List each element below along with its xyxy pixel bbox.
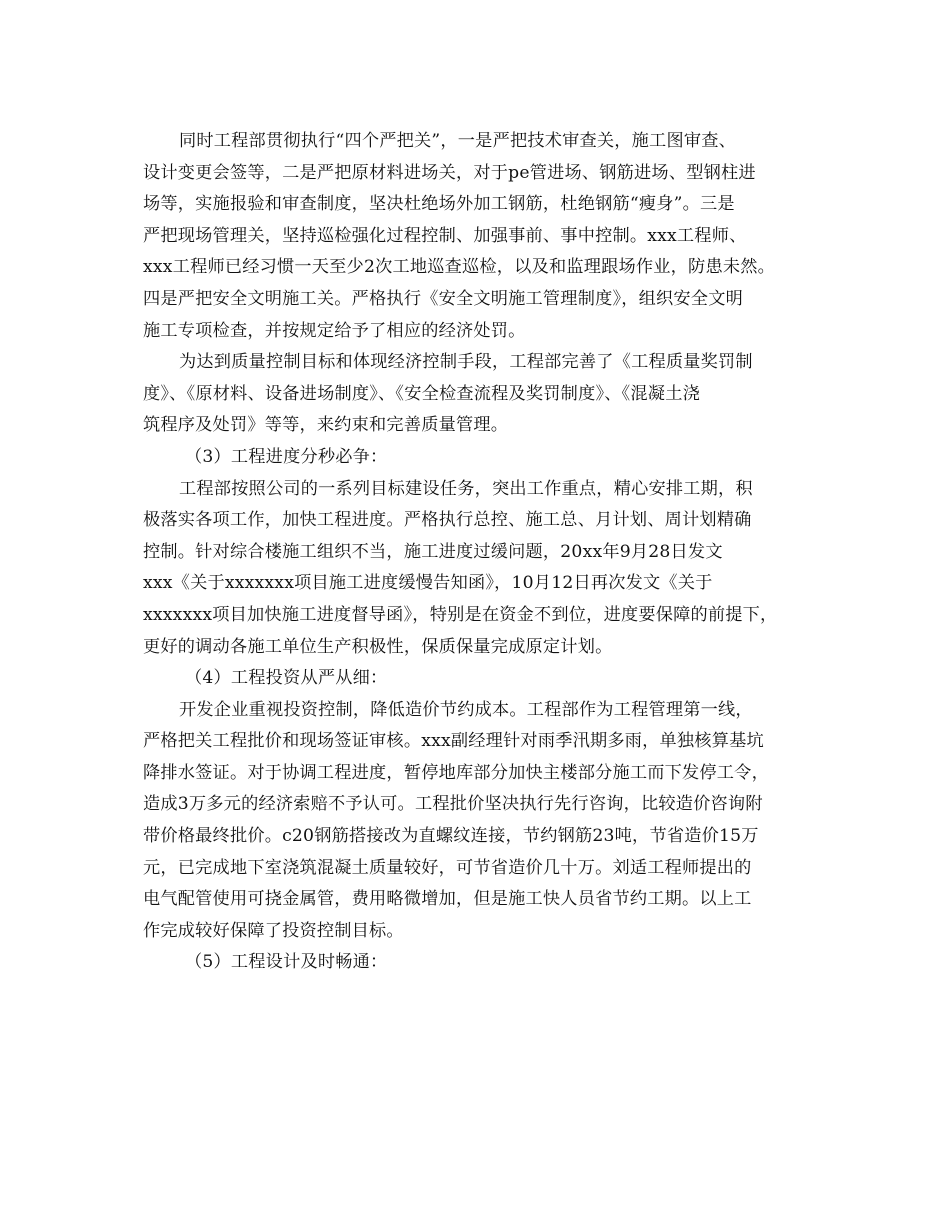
paragraph-line: 元，已完成地下室浇筑混凝土质量较好，可节省造价几十万。刘适工程师提出的 — [143, 857, 752, 878]
paragraph-line: 造成3万多元的经济索赔不予认可。工程批价坚决执行先行咨询，比较造价咨询附 — [143, 794, 763, 815]
paragraph-line: xxxxxxx项目加快施工进度督导函》，特别是在资金不到位，进度要保障的前提下， — [143, 604, 778, 625]
paragraph-line: 筑程序及处罚》等等，来约束和完善质量管理。 — [143, 415, 509, 436]
paragraph-line: 更好的调动各施工单位生产积极性，保质保量完成原定计划。 — [143, 636, 613, 657]
section-heading: （3）工程进度分秒必争： — [185, 446, 388, 467]
paragraph-line: 施工专项检查，并按规定给予了相应的经济处罚。 — [143, 320, 526, 341]
paragraph-line: 设计变更会签等，二是严把原材料进场关，对于pe管进场、钢筋进场、型钢柱进 — [143, 162, 756, 183]
paragraph-line: 降排水签证。对于协调工程进度，暂停地库部分加快主楼部分施工而下发停工令， — [143, 762, 769, 783]
paragraph-line: 严把现场管理关，坚持巡检强化过程控制、加强事前、事中控制。xxx工程师、 — [143, 225, 747, 246]
paragraph-line: 工程部按照公司的一系列目标建设任务，突出工作重点，精心安排工期，积 — [179, 478, 753, 499]
paragraph-line: 电气配管使用可挠金属管，费用略微增加，但是施工快人员省节约工期。以上工 — [143, 889, 752, 910]
paragraph-line: 开发企业重视投资控制，降低造价节约成本。工程部作为工程管理第一线， — [179, 699, 753, 720]
paragraph-line: 极落实各项工作，加快工程进度。严格执行总控、施工总、月计划、周计划精确 — [143, 510, 752, 531]
paragraph-line: xxx《关于xxxxxxx项目施工进度缓慢告知函》，10月12日再次发文《关于 — [143, 573, 713, 594]
paragraph-line: 为达到质量控制目标和体现经济控制手段，工程部完善了《工程质量奖罚制 — [179, 352, 753, 373]
paragraph-line: 带价格最终批价。c20钢筋搭接改为直螺纹连接，节约钢筋23吨，节省造价15万 — [143, 826, 759, 847]
paragraph-line: 度》、《原材料、设备进场制度》、《安全检查流程及奖罚制度》、《混凝土浇 — [143, 383, 700, 404]
paragraph-line: 严格把关工程批价和现场签证审核。xxx副经理针对雨季汛期多雨，单独核算基坑 — [143, 731, 764, 752]
paragraph-line: xxx工程师已经习惯一天至少2次工地巡查巡检，以及和监理跟场作业，防患未然。 — [143, 257, 775, 278]
paragraph-line: 同时工程部贯彻执行“四个严把关”，一是严把技术审查关，施工图审查、 — [179, 131, 736, 151]
paragraph-line: 场等，实施报验和审查制度，坚决杜绝场外加工钢筋，杜绝钢筋“瘦身”。三是 — [143, 194, 735, 215]
body-text — [143, 126, 820, 979]
paragraph-line: 作完成较好保障了投资控制目标。 — [143, 920, 404, 941]
section-heading: （4）工程投资从严从细： — [185, 668, 388, 689]
paragraph-line: 四是严把安全文明施工关。严格执行《安全文明施工管理制度》，组织安全文明 — [143, 288, 743, 309]
paragraph-line: 控制。针对综合楼施工组织不当，施工进度过缓问题，20xx年9月28日发文 — [143, 541, 723, 562]
section-heading: （5）工程设计及时畅通： — [185, 952, 388, 973]
